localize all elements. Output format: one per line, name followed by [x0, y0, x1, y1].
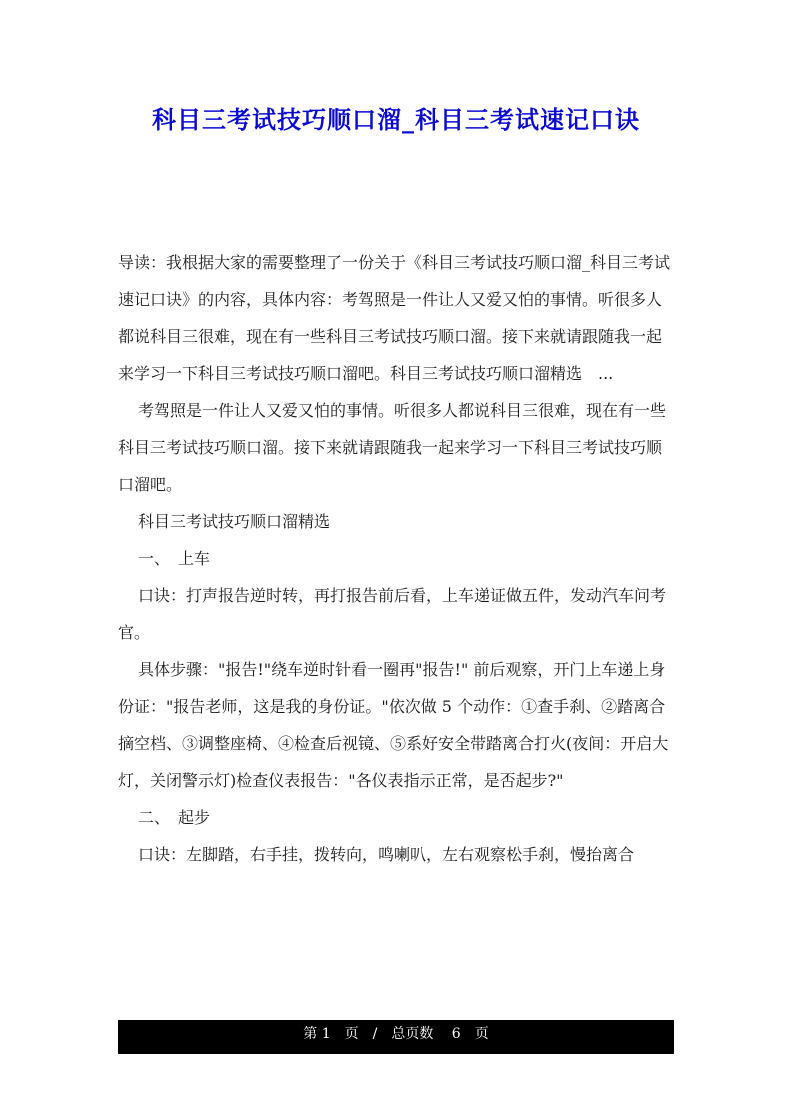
document-title: 科目三考试技巧顺口溜_科目三考试速记口诀: [152, 106, 640, 134]
paragraph: 具体步骤："报告!"绕车逆时针看一圈再"报告!" 前后观察，开门上车递上身份证："报告老师，这是我的身份证。"依次做 5 个动作：①查手刹、②踏离合摘空档、③调整座椅、④检查后视镜、⑤系好安全带踏离合打火(夜间：开启大灯，关闭警示灯)检查仪表报告："各仪表指示正常，是否起步?": [118, 660, 669, 790]
page-footer: 第 1 页 / 总页数 6 页: [118, 1020, 674, 1054]
paragraph: 口诀：打声报告逆时转，再打报告前后看，上车递证做五件，发动汽车问考官。: [118, 586, 667, 642]
paragraph: 考驾照是一件让人又爱又怕的事情。听很多人都说科目三很难，现在有一些科目三考试技巧顺口溜。接下来就请跟随我一起来学习一下科目三考试技巧顺口溜吧。: [118, 401, 667, 494]
document-body: [118, 244, 674, 873]
subsection-heading: 二、 起步: [138, 808, 211, 827]
subsection-heading: 一、 上车: [138, 549, 211, 568]
section-heading: 科目三考试技巧顺口溜精选: [138, 512, 331, 531]
paragraph: 口诀：左脚踏，右手挂，拨转向，鸣喇叭，左右观察松手刹，慢抬离合: [138, 845, 635, 864]
paragraph-intro: 导读：我根据大家的需要整理了一份关于《科目三考试技巧顺口溜_科目三考试速记口诀》的内容，具体内容：考驾照是一件让人又爱又怕的事情。听很多人都说科目三很难，现在有一些科目三考试技巧顺口溜。接下来就请跟随我一起来学习一下科目三考试技巧顺口溜吧。科目三考试技巧顺口溜精选 ...: [118, 253, 671, 383]
